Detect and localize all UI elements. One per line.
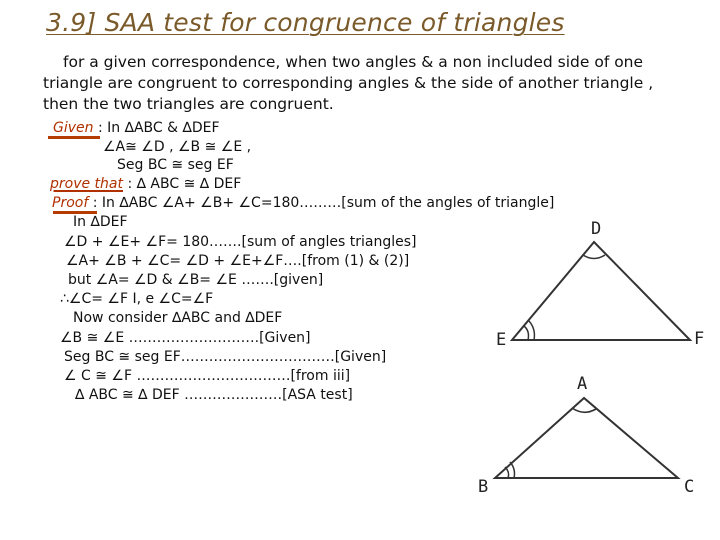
given-line-2: ∠A≅ ∠D , ∠B ≅ ∠E , [103,139,252,155]
given-row [53,119,220,137]
proof-line-7: Now consider ∆ABC and ∆DEF [73,310,283,326]
given-line-3: Seg BC ≅ seg EF [117,157,234,173]
proof-line-2: In ∆DEF [73,214,128,230]
vertex-c-label: C [684,477,695,497]
prove-row [50,175,241,193]
proof-label: Proof [52,195,89,211]
proof-line-9: Seg BC ≅ seg EF……………………………[Given] [64,349,387,365]
angle-e-mark-2 [529,321,534,340]
prove-label: prove that [50,176,123,192]
proof-line-11: ∆ ABC ≅ ∆ DEF …………………[ASA test] [75,387,353,403]
angle-a-mark [572,408,596,412]
prove-text: : ∆ ABC ≅ ∆ DEF [127,176,242,192]
angle-e-mark-1 [524,326,529,340]
angle-b-mark-2 [510,462,515,478]
given-label: Given [53,120,94,136]
vertex-b-label: B [478,477,489,497]
proof-line-5: but ∠A= ∠D & ∠B= ∠E …….[given] [68,272,324,288]
angle-b-mark-1 [505,467,509,478]
proof-row [52,194,554,212]
proof-line-6: ∴∠C= ∠F I, e ∠C=∠F [60,291,214,307]
vertex-a-label: A [577,374,588,394]
angle-d-mark [583,255,605,259]
vertex-f-label: F [694,329,705,349]
slide-title: 3.9] SAA test for congruence of triangles [46,8,565,37]
given-underline [48,136,100,139]
proof-line-10: ∠ C ≅ ∠F ……………………………[from iii] [64,368,351,384]
proof-line-3: ∠D + ∠E+ ∠F= 180…….[sum of angles triangles] [64,234,417,250]
proof-line-4: ∠A+ ∠B + ∠C= ∠D + ∠E+∠F….[from (1) & (2)] [66,253,410,269]
vertex-d-label: D [591,219,602,239]
vertex-e-label: E [496,330,507,350]
given-line-1: : In ∆ABC & ∆DEF [97,120,220,136]
proof-line-8: ∠B ≅ ∠E ……………………….[Given] [60,330,311,346]
theorem-statement: for a given correspondence, when two angles & a non included side of one triangle are congruent to corresponding angles & the side of another triangle , then the two triangles are congruent. [43,53,654,113]
proof-line-1: : In ∆ABC ∠A+ ∠B+ ∠C=180………[sum of the angles of triangle] [92,195,555,211]
